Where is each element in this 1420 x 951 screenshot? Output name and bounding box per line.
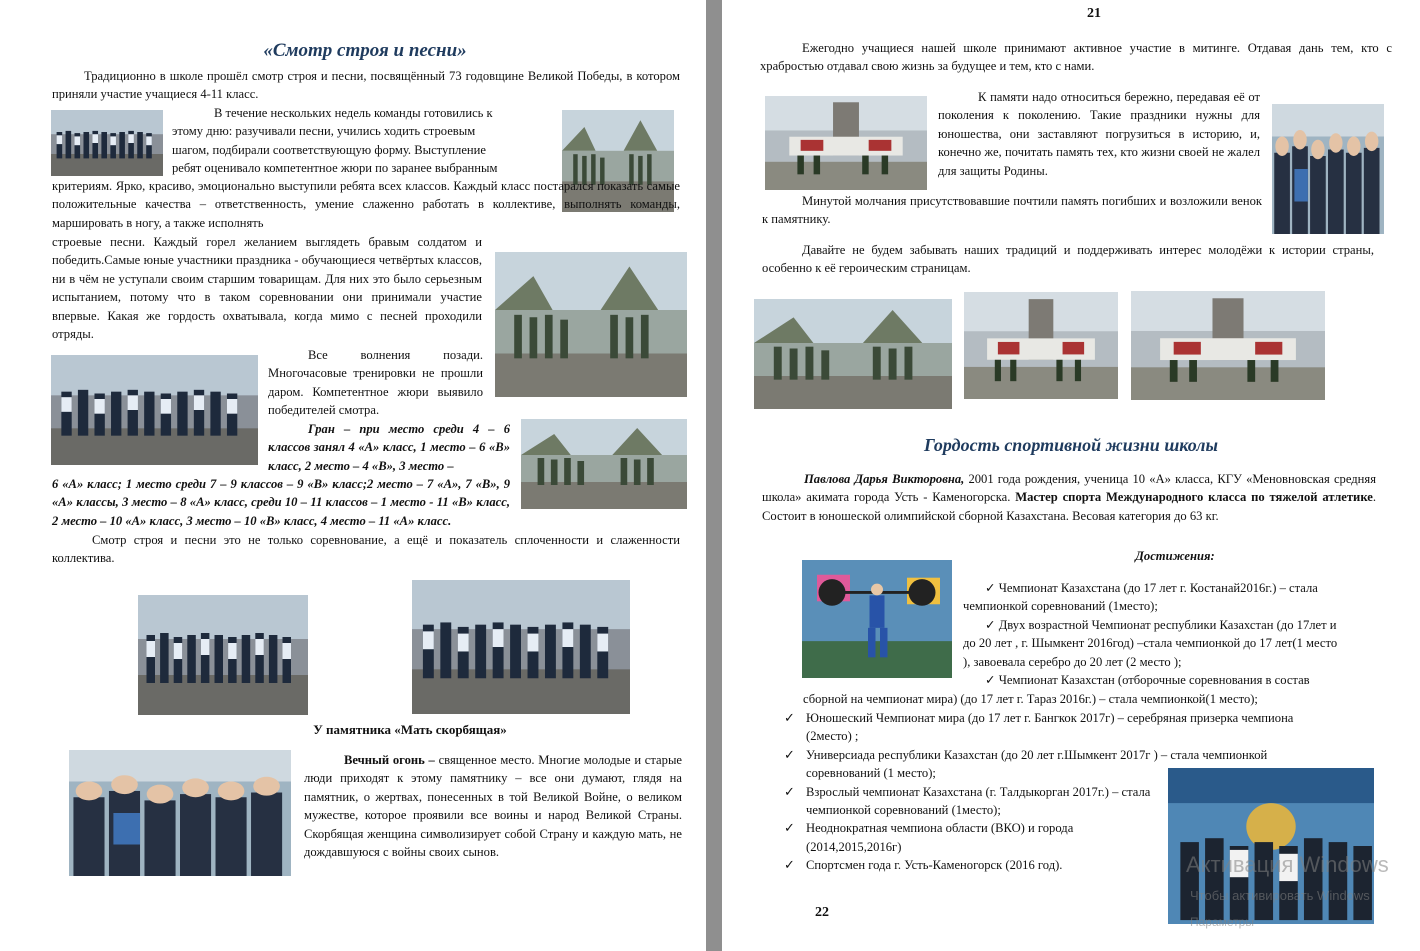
paragraph-intro: Традиционно в школе прошёл смотр строя и песни, посвящённый 73 годовщине Великой Победы, в котором приняли участие учащиеся 4-11 класс. [52,69,680,102]
weightlifting-photo [802,560,952,678]
line-photo [51,355,258,465]
list-item: ✓ Универсиада республики Казахстан (до 20 лет г.Шымкент 2017г ) – стала чемпионкой соревнований (1 место); [784,746,1268,781]
formation-photo [138,595,308,715]
check-icon: ✓ [985,617,999,632]
results-text-b: 6 «А» класс; 1 место среди 7 – 9 классов – 9 «В» класс;2 место – 7 «А», 7 «В», 9 «А» классы, 3 место – 8 «А» класс, среди 10 – 11 классов – 1 место - 11 «В» класс, 2 место – 10 «А» класс, 3 место – 10 «В» класс, 4 место – 11 «А» класс. [52,477,510,528]
windows-activation-hint: Чтобы активировать Windows [1190,888,1370,903]
list-item: ✓ Взрослый чемпионат Казахстана (г. Талдыкорган 2017г.) – стала чемпионкой соревнований (1место); [784,783,1151,818]
sport-title: Гордость спортивной жизни школы [923,435,1219,455]
paragraph-young: строевые песни. Каждый горел желанием выглядеть бравым солдатом и победить.Самые юные участники праздника - обучающиеся четвёртых классов, ни в чём не уступали своим старшим товарищам. Для них это было серьезным испытанием, потому что в таком соревновании они принимали участие впервые. Какая же гордость охватывала, когда мимо с песней проходили отряды. [52,235,482,342]
check-icon: ✓ [784,710,795,725]
page-title: «Смотр строя и песни» [263,40,467,61]
check-icon: ✓ [784,746,795,762]
list-item: ✓ Юношеский Чемпионат мира (до 17 лет г. Бангкок 2017г) – серебряная призерка чемпиона (2место) ; [784,710,1294,744]
achievements-top: ✓ Чемпионат Казахстана (до 17 лет г. Костанай2016г.) – стала чемпионкой соревнований (1место); ✓ Двух возрастной Чемпионат республики Казахстан (до 17лет и до 20 лет , г. Шымкент 2016год) –стала чемпионкой до 17 лет(1 место ), завоевала серебро до 20 лет (2 место ); ✓ Чемпионат Казахстан (отборочные соревнования в состав [963,581,1338,688]
guard-photo [964,292,1118,399]
left-page [0,0,706,951]
march-photo [51,110,163,176]
paragraph-results-intro: Все волнения позади. Многочасовые тренировки не прошли даром. Компетентное жюри выявило победителей смотра. [268,348,483,418]
eternal-flame-term: Вечный огонь – [344,753,435,767]
achievements-heading: Достижения: [1135,549,1215,563]
paragraph-bio: Павлова Дарья Викторовна, 2001 года рождения, ученица 10 «А» класса, КГУ «Меновновская средняя школа» акимата города Усть - Каменогорска. Мастер спорта Международного класса по тяжелой атлетике. Состоит в юношеской олимпийской сборной Казахстана. Весовая категория до 63 кг. [762,472,1377,523]
check-icon: ✓ [784,857,795,873]
list-item: ✓ Спортсмен года г. Усть-Каменогорск (2016 год). [784,856,1166,874]
page-number-bottom: 22 [815,905,829,920]
results-text-a: Гран – при место среди 4 – 6 классов занял 4 «А» класс, 1 место – 6 «В» класс, 2 место – 4 «В», 3 место – [268,422,510,473]
list-item: ✓ Неоднократная чемпиона области (ВКО) и города (2014,2015,2016г) [784,820,1074,854]
paragraph-summary: Смотр строя и песни это не только соревнование, а ещё и показатель сплоченности и слаженности коллектива. [52,533,680,566]
page-number-top: 21 [1087,6,1101,21]
field-photo [521,419,687,509]
monument-heading: У памятника «Мать скорбящая» [313,722,507,737]
paragraph-memory: К памяти надо относиться бережно, передавая её от поколения к поколению. Такие праздники нужны для юношества, они заставляют погрузиться в историю, и, конечно же, почитать память тех, кто жизни своей не жалел для защиты Родины. [938,90,1260,178]
ceremony-photo [1131,291,1325,400]
paragraph-silence: Минутой молчания присутствовавшие почтили память погибших и возложили венок к памятнику. [762,194,1262,227]
students-photo [69,750,291,876]
paragraph-preparation-cont: критериям. Ярко, красиво, эмоционально выступили ребята всех классов. Каждый класс постарался показать самые положительные качества – ответственность, умение слаженно работать в коллективе, выполнять команды, маршировать в ногу, а также исполнять [52,179,680,230]
windows-activation-watermark: Активация Windows [1186,852,1389,877]
paragraph-traditions: Давайте не будем забывать наших традиций и поддерживать интерес молодёжи к истории страны, особенно к её героическим страницам. [762,243,1374,276]
veterans-photo [1272,104,1384,234]
paragraph-rally: Ежегодно учащиеся нашей школе принимают активное участие в митинге. Отдавая дань тем, кто с храбростью отдавал свою жизнь за будущее и тем, кто с нами. [760,41,1392,74]
achievement-tail: сборной на чемпионат мира) (до 17 лет г. Тараз 2016г.) – стала чемпионкой(1 место); [803,692,1258,706]
check-icon: ✓ [784,783,795,799]
salute-photo [495,252,687,397]
parade-photo [412,580,630,714]
right-page [722,0,1420,951]
windows-settings-hint: Параметры [1190,915,1254,929]
check-icon: ✓ [985,673,999,688]
paragraph-preparation: В течение нескольких недель команды готовились к этому дню: разучивали песни, учились ходить строевым шагом, подбирали соответствующую форму. Выступление ребят оценивало компетентное жюри по заранее выбранным [172,106,498,176]
check-icon: ✓ [985,581,999,595]
wreath-photo [754,299,952,409]
check-icon: ✓ [784,820,795,836]
paragraph-eternal-flame: Вечный огонь – священное место. Многие молодые и старые люди приходят к этому памятнику – все они думают, глядя на памятник, о жертвах, понесенных в той Великой Войне, о великом мужестве, которое проявили все воины и народ Великой Страны. Скорбящая женщина символизирует собой Страну и каждую мать, не дождавшуюся с войны своих сынов. [304,753,682,860]
monument-photo [765,96,927,190]
